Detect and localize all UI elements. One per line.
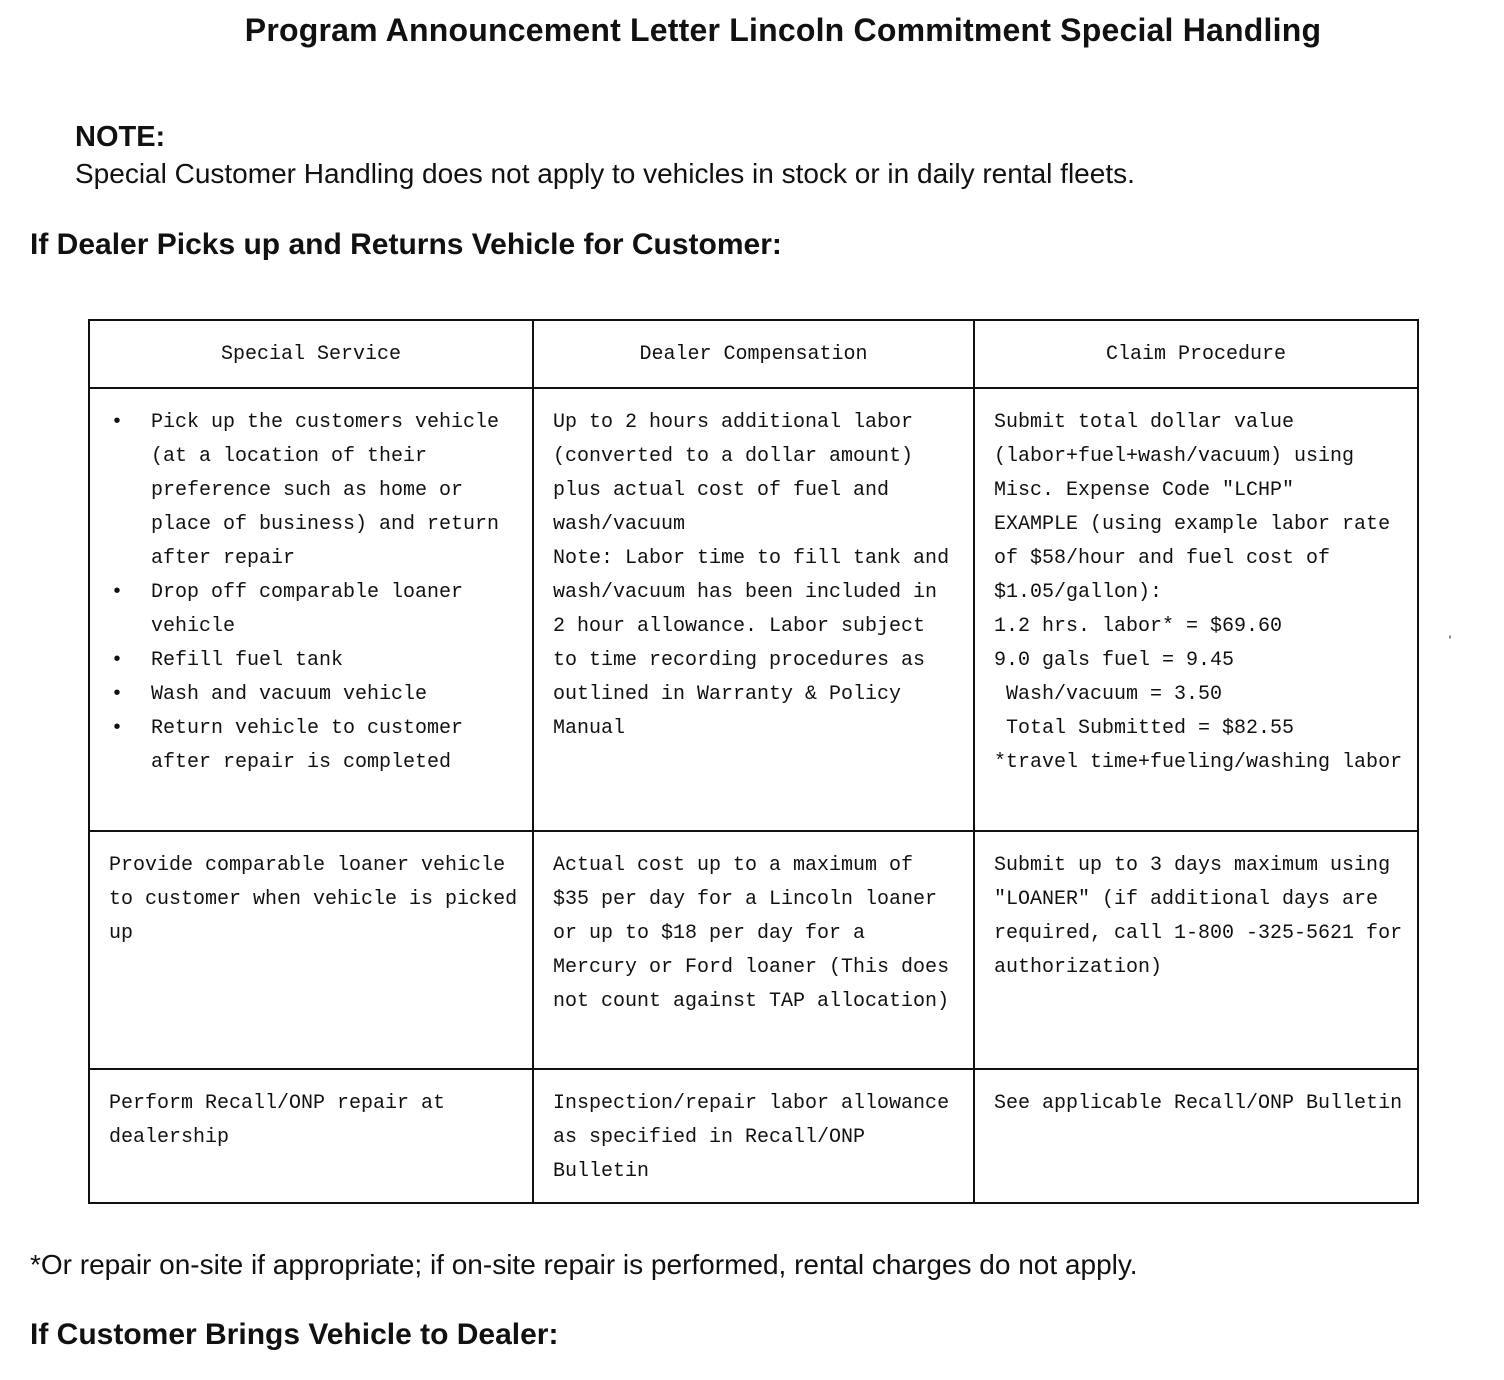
cell-compensation-pickup: [533, 388, 974, 831]
note-text: Special Customer Handling does not apply to vehicles in stock or in daily rental fleets.: [75, 158, 1135, 189]
header-claim-procedure: Claim Procedure: [974, 320, 1418, 388]
document-title: Program Announcement Letter Lincoln Commitment Special Handling: [244, 12, 1322, 48]
cell-compensation-loaner: Actual cost up to a maximum of $35 per day for a Lincoln loaner or up to $18 per day for a Mercury or Ford loaner (This does not count against TAP allocation): [533, 831, 974, 1069]
claim-line: Wash/vacuum = 3.50: [994, 683, 1223, 706]
section-heading-dealer-pickup: If Dealer Picks up and Returns Vehicle for Customer:: [30, 228, 782, 261]
table-row: [89, 831, 1418, 1069]
service-bullet-list: [109, 406, 520, 780]
cell-claim-pickup: [974, 388, 1418, 831]
bullet-item: • Drop off comparable loaner vehicle: [151, 576, 520, 644]
claim-line: Submit total dollar value (labor+fuel+wash/vacuum) using Misc. Expense Code "LCHP": [994, 411, 1355, 502]
cell-service-pickup: [89, 388, 533, 831]
footnote: *Or repair on-site if appropriate; if on-site repair is performed, rental charges do not apply.: [30, 1249, 1138, 1280]
claim-line: *travel time+fueling/washing labor: [994, 751, 1403, 774]
cell-compensation-recall: Inspection/repair labor allowance as specified in Recall/ONP Bulletin: [533, 1069, 974, 1203]
cell-service-loaner: Provide comparable loaner vehicle to customer when vehicle is picked up: [89, 831, 533, 1069]
header-dealer-compensation: Dealer Compensation: [533, 320, 974, 388]
bullet-item: • Refill fuel tank: [151, 644, 520, 678]
section-heading-customer-brings: If Customer Brings Vehicle to Dealer:: [30, 1318, 559, 1351]
bullet-item: • Wash and vacuum vehicle: [151, 678, 520, 712]
compensation-text: Up to 2 hours additional labor (converted to a dollar amount) plus actual cost of fuel and wash/vacuum: [553, 411, 914, 536]
scan-mark: ˈ: [1447, 633, 1453, 653]
note-heading: NOTE:: [75, 121, 166, 153]
bullet-item: • Pick up the customers vehicle (at a location of their preference such as home or place of business) and return after repair: [151, 406, 520, 576]
claim-line: 1.2 hrs. labor* = $69.60: [994, 615, 1283, 638]
special-handling-table: [88, 319, 1419, 1204]
claim-line: 9.0 gals fuel = 9.45: [994, 649, 1235, 672]
claim-line: Total Submitted = $82.55: [994, 717, 1295, 740]
header-special-service: Special Service: [89, 320, 533, 388]
cell-claim-loaner: Submit up to 3 days maximum using "LOANER" (if additional days are required, call 1-800 -325-5621 for authorization): [974, 831, 1418, 1069]
bullet-item: • Return vehicle to customer after repair is completed: [151, 712, 520, 780]
cell-service-recall: Perform Recall/ONP repair at dealership: [89, 1069, 533, 1203]
table-header-row: [89, 320, 1418, 388]
cell-claim-recall: See applicable Recall/ONP Bulletin: [974, 1069, 1418, 1203]
claim-line: EXAMPLE (using example labor rate of $58/hour and fuel cost of $1.05/gallon):: [994, 513, 1391, 604]
table-row: [89, 1069, 1418, 1203]
table-row: [89, 388, 1418, 831]
compensation-note: Note: Labor time to fill tank and wash/vacuum has been included in 2 hour allowance. Labor subject to time recording procedures as outlined in Warranty & Policy Manual: [553, 547, 950, 740]
